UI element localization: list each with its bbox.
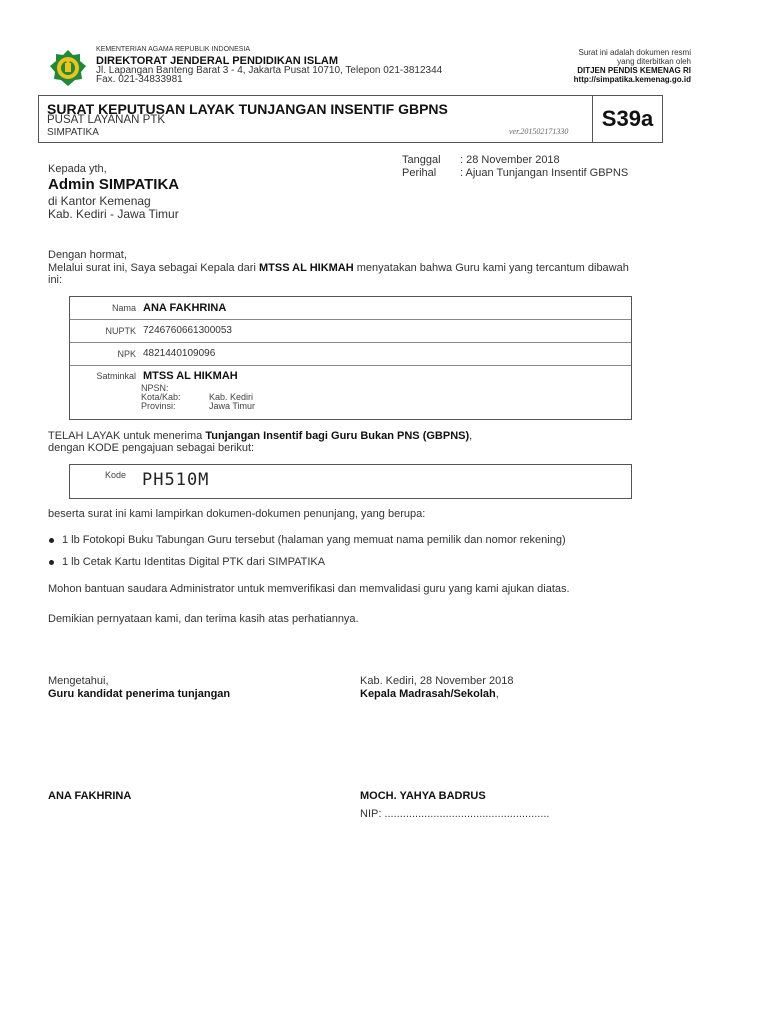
intro-post: menyatakan bahwa Guru kami yang tercantum dibawah [353,262,629,274]
doc-subtitle: PUSAT LAYANAN PTK [47,114,166,126]
note-line-1: Surat ini adalah dokumen resmi [578,48,691,57]
intro-line-2: ini: [48,274,63,286]
intro-pre: Melalui surat ini, Saya sebagai Kepala dari [48,262,259,274]
doc-title: SURAT KEPUTUSAN LAYAK TUNJANGAN INSENTIF GBPNS [47,101,448,117]
doc-code: S39a [592,96,662,142]
ministry-logo [46,49,90,87]
ministry-name: KEMENTERIAN AGAMA REPUBLIK INDONESIA [96,46,251,53]
row-satminkal [70,366,631,420]
provinsi-label: Provinsi: [141,401,176,411]
row-nama [70,297,631,320]
fax: Fax. 021-34833981 [96,74,183,85]
subject-value: : Ajuan Tunjangan Insentif GBPNS [460,167,629,179]
satminkal-label: Satminkal [96,371,136,381]
bullet-icon [49,560,54,565]
kota-label: Kota/Kab: [141,392,181,402]
note-issuer: DITJEN PENDIS KEMENAG RI [577,66,691,75]
provinsi-value: Jawa Timur [209,401,256,411]
sig-right-line-2 [360,688,499,700]
kode-box [69,464,632,499]
note-url[interactable]: http://simpatika.kemenag.go.id [573,75,691,84]
salutation: Dengan hormat, [48,249,127,261]
sig-right-line-1: Kab. Kediri, 28 November 2018 [360,675,514,687]
sig-right-role: Kepala Madrasah/Sekolah [360,688,496,700]
eligibility-line-2: dengan KODE pengajuan sebagai berikut: [48,442,255,454]
npk-value: 4821440109096 [143,348,216,359]
title-box [38,95,663,143]
sig-left-name: ANA FAKHRINA [48,790,132,802]
sig-left-line-2: Guru kandidat penerima tunjangan [48,688,231,700]
bullet-icon [49,538,54,543]
date-label: Tanggal [402,154,441,166]
attachment-item: 1 lb Fotokopi Buku Tabungan Guru tersebut (halaman yang memuat nama pemilik dan nomor rekening) [62,534,566,546]
kota-value: Kab. Kediri [209,392,254,402]
attachment-item: 1 lb Cetak Kartu Identitas Digital PTK dari SIMPATIKA [62,556,326,568]
sig-right-comma: , [495,688,499,700]
recipient-region: Kab. Kediri - Jawa Timur [48,207,179,221]
nuptk-value: 7246760661300053 [143,325,232,336]
sig-right-nip: NIP: ...................................................... [360,808,550,820]
kode-label: Kode [104,470,126,480]
sig-right-name: MOCH. YAHYA BADRUS [360,790,486,802]
attachments-intro: beserta surat ini kami lampirkan dokumen-dokumen penunjang, yang berupa: [48,508,426,520]
intro-school: MTSS AL HIKMAH [258,262,354,274]
recipient-name: Admin SIMPATIKA [48,176,180,193]
recipient-greeting: Kepada yth, [48,163,107,175]
nama-label: Nama [111,303,136,313]
address: Jl. Lapangan Banteng Barat 3 - 4, Jakarta Pusat 10710, Telepon 021-3812344 [96,65,443,76]
sig-left-line-1: Mengetahui, [48,675,109,687]
teacher-data-table [69,296,632,420]
eligibility-line-1 [48,430,472,442]
npk-label: NPK [117,349,136,359]
official-doc-note [574,48,691,84]
doc-subtitle-2: SIMPATIKA [47,127,99,138]
eligibility-pre: TELAH LAYAK untuk menerima [48,430,206,442]
subject-label: Perihal [402,167,437,179]
recipient-office: di Kantor Kemenag [48,194,151,208]
note-line-2: yang diterbitkan oleh [617,57,691,66]
intro-line-1 [48,262,629,274]
npsn-label: NPSN: [141,383,169,393]
row-nuptk [70,320,631,343]
eligibility-post: , [469,430,473,442]
eligibility-benefit: Tunjangan Insentif bagi Guru Bukan PNS (GBPNS) [205,430,470,442]
date-value: : 28 November 2018 [460,154,560,166]
nuptk-label: NUPTK [105,326,136,336]
kode-value: PH510M [142,470,210,490]
row-npk [70,343,631,366]
closing-request: Mohon bantuan saudara Administrator untuk memverifikasi dan memvalidasi guru yang kami ajukan diatas. [48,583,570,595]
nama-value: ANA FAKHRINA [143,302,227,314]
closing-thanks: Demikian pernyataan kami, dan terima kasih atas perhatiannya. [48,613,359,625]
doc-version: ver.201502171330 [509,127,569,136]
satminkal-value: MTSS AL HIKMAH [143,370,238,382]
directorate-name: DIREKTORAT JENDERAL PENDIDIKAN ISLAM [96,55,339,67]
